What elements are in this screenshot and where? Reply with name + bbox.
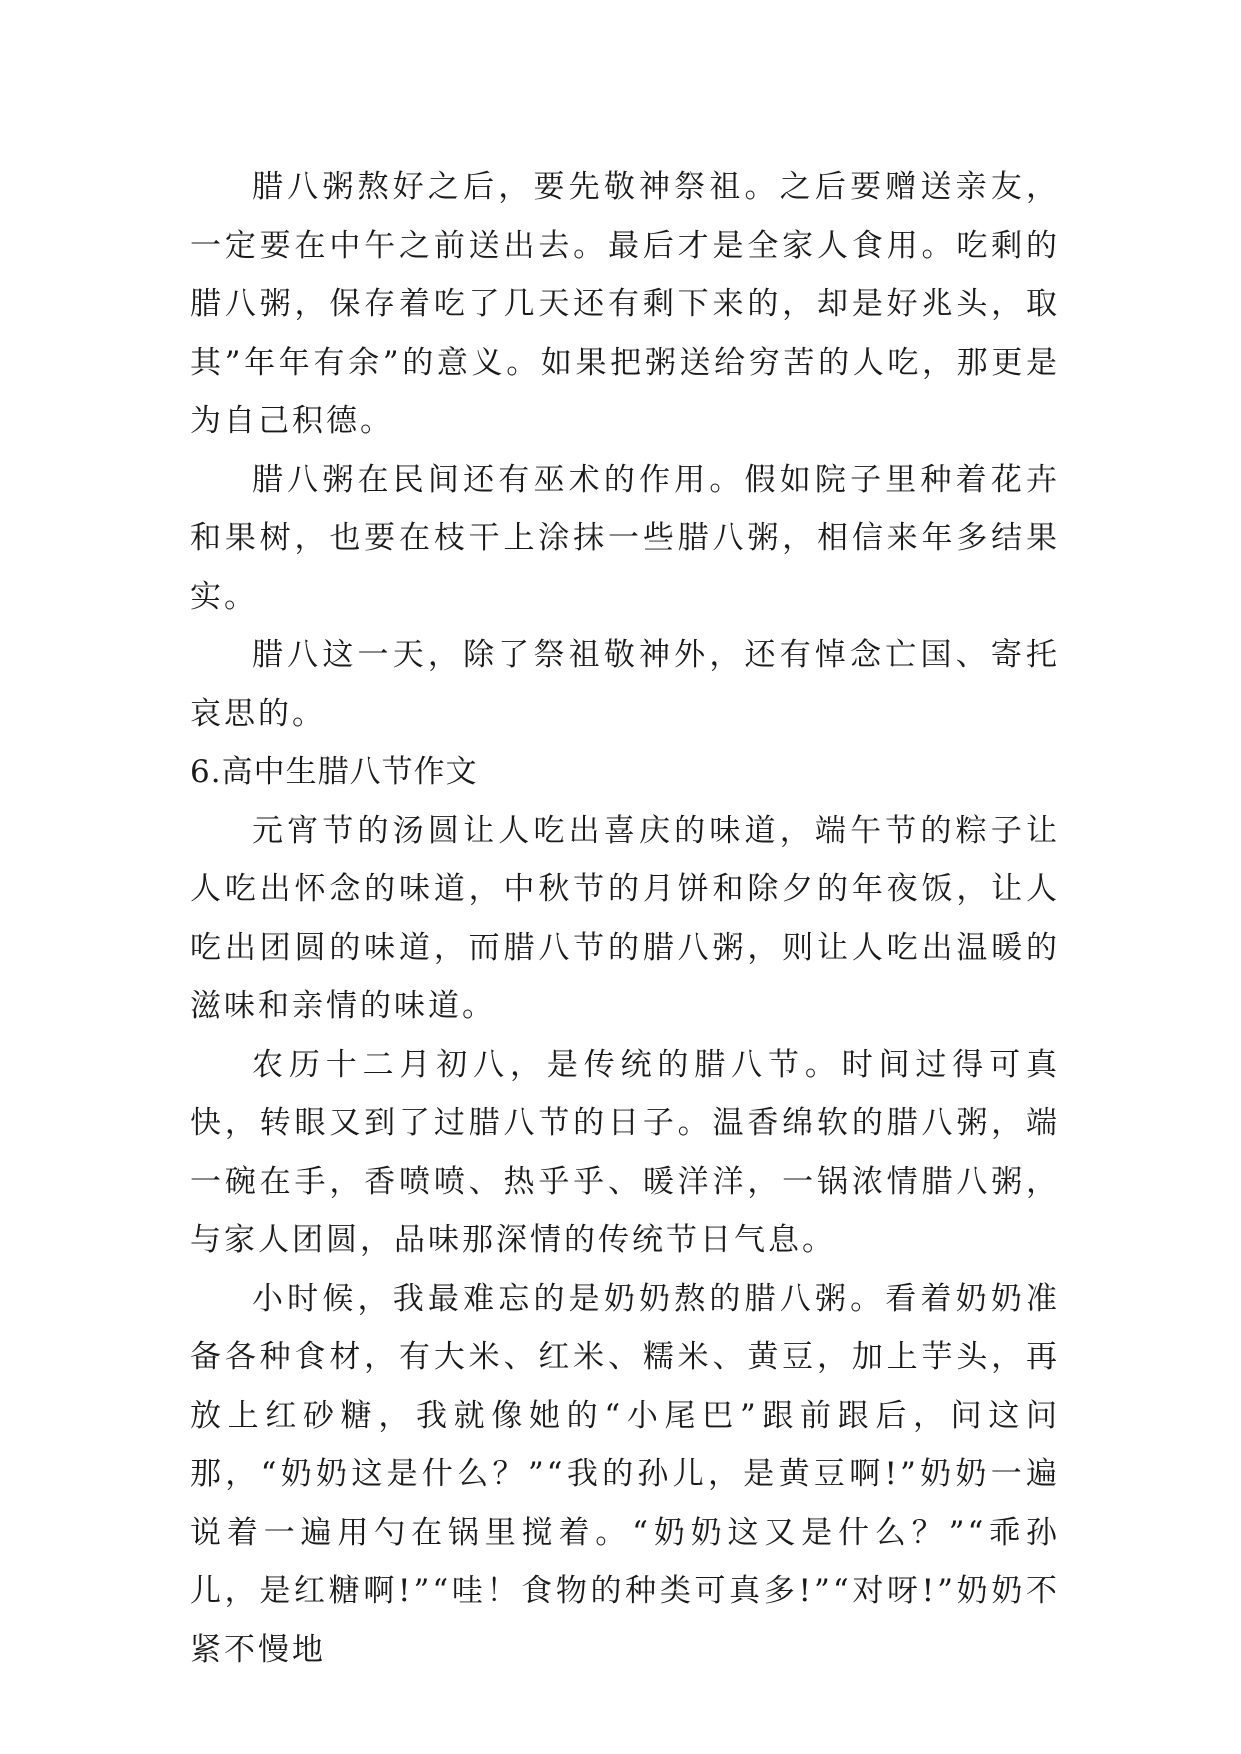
paragraph-festival-flavors: 元宵节的汤圆让人吃出喜庆的味道，端午节的粽子让人吃出怀念的味道，中秋节的月饼和除夕的年夜饭，让人吃出团圆的味道，而腊八节的腊八粥，则让人吃出温暖的滋味和亲情的味道。 bbox=[190, 812, 1060, 1024]
paragraph-offering-porridge: 腊八粥熬好之后，要先敬神祭祖。之后要赠送亲友，一定要在中午之前送出去。最后才是全家人食用。吃剩的腊八粥，保存着吃了几天还有剩下来的，却是好兆头，取其”年年有余”的意义。如果把粥送给穷苦的人吃，那更是为自己积德。 bbox=[190, 169, 1060, 439]
section-heading: 6.高中生腊八节作文 bbox=[190, 754, 478, 790]
paragraph-laba-festival: 农历十二月初八，是传统的腊八节。时间过得可真快，转眼又到了过腊八节的日子。温香绵软的腊八粥，端一碗在手，香喷喷、热乎乎、暖洋洋，一锅浓情腊八粥，与家人团圆，品味那深情的传统节日气息。 bbox=[190, 1046, 1060, 1258]
document-body bbox=[190, 158, 1060, 1679]
paragraph-porridge-magic: 腊八粥在民间还有巫术的作用。假如院子里种着花卉和果树，也要在枝干上涂抹一些腊八粥，相信来年多结果实。 bbox=[190, 461, 1060, 615]
paragraph-grandma-porridge: 小时候，我最难忘的是奶奶熬的腊八粥。看着奶奶准备各种食材，有大米、红米、糯米、黄豆，加上芋头，再放上红砂糖，我就像她的“小尾巴”跟前跟后，问这问那，“奶奶这是什么？”“我的孙儿，是黄豆啊!”奶奶一遍说着一遍用勺在锅里搅着。“奶奶这又是什么？”“乖孙儿，是红糖啊!”“哇！食物的种类可真多!”“对呀!”奶奶不紧不慢地 bbox=[190, 1280, 1060, 1668]
paragraph-laba-day: 腊八这一天，除了祭祖敬神外，还有悼念亡国、寄托哀思的。 bbox=[190, 637, 1060, 732]
